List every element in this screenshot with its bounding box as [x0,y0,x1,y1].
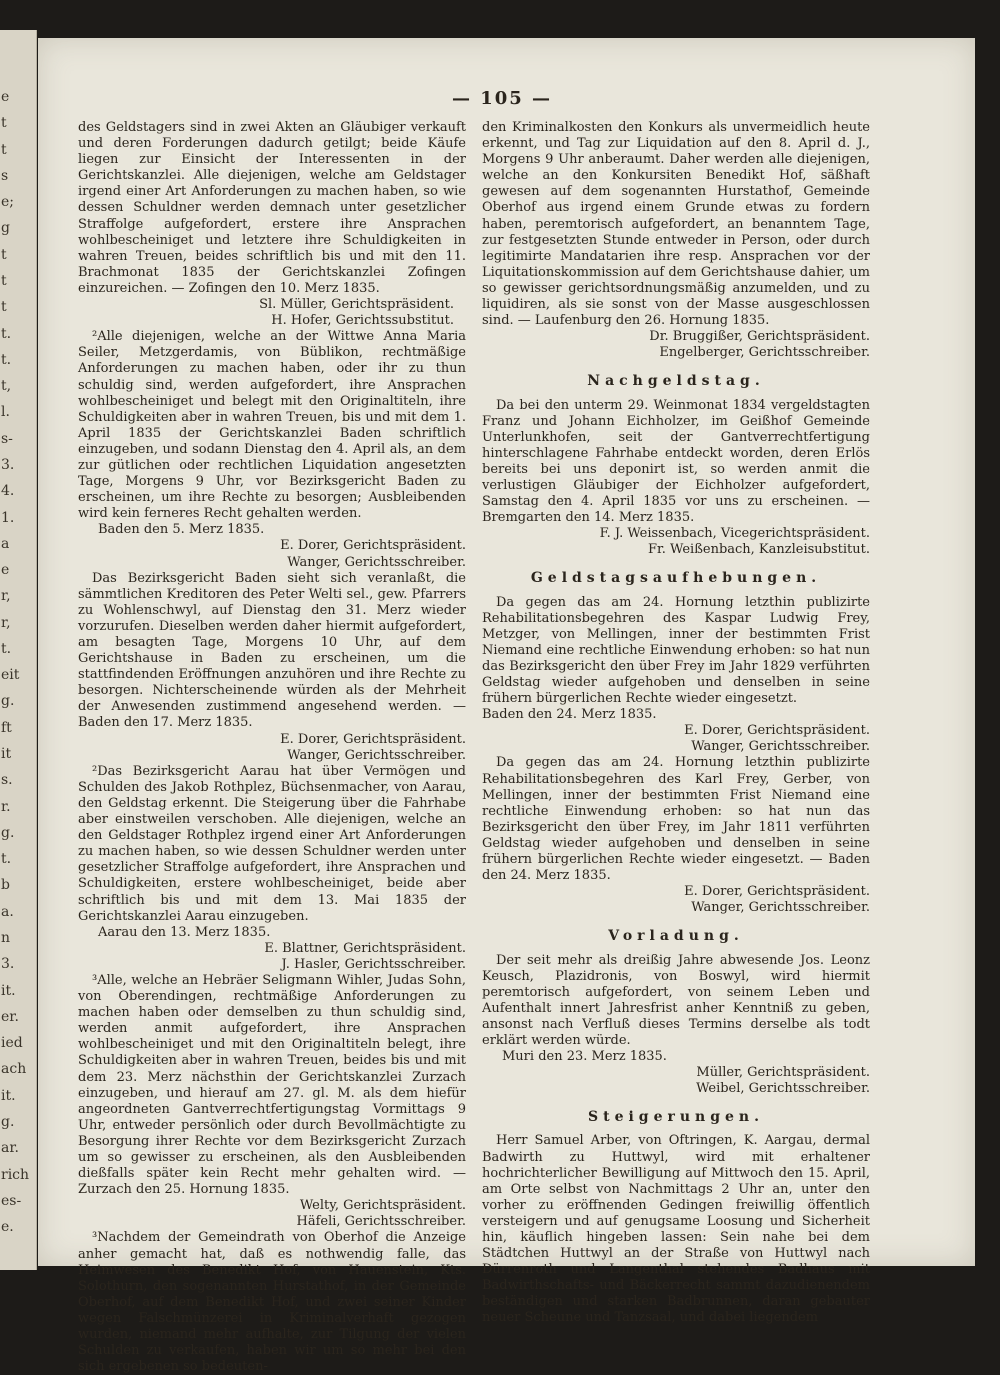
adjacent-page-fragment: 3. [1,456,15,473]
right-column [482,120,870,1327]
adjacent-page-fragment: it. [1,982,16,999]
adjacent-page-fragment: e. [1,1219,14,1236]
section-heading: Geldstagsaufhebungen. [530,570,822,587]
notice-date: Aarau den 13. Merz 1835. [98,924,271,940]
adjacent-page-fragment: s. [1,772,13,789]
notice-date: Muri den 23. Merz 1835. [502,1049,667,1065]
notice-welti-text: Das Bezirksgericht Baden sieht sich veranlaßt, die sämmtlichen Kreditoren des Peter Welti sel., gew. Pfarrers zu Wohlenschwyl, auf Dienstag den 31. Merz wieder vorzurufen. Dieselben werden daher hiermit aufgefordert, am besagten Tage, Morgens 10 Uhr, auf dem Gerichtshause in Baden zu erscheinen, um die stattfindenden Eröffnungen anzuhören und ihre Rechte zu besorgen. Nichterscheinende würden als der Mehrheit der Anwesenden zustimmend angesehend werden. — Baden den 17. Merz 1835. [78,570,466,731]
adjacent-page-fragment: e [1,562,10,579]
adjacent-page-fragment: ft [1,719,12,736]
adjacent-page-fragment: t. [1,325,12,342]
notice-kaspar-frey-text: Da gegen das am 24. Hornung letzthin publizirte Rehabilitationsbegehren des Kaspar Ludwig Frey, Metzger, von Mellingen, inner der bestimmten Frist Niemand eine rechtliche Einwendung erhoben: so hat nun das Bezirksgericht den über Frey im Jahr 1829 verführten Geldstag wieder aufgehoben und denselben in seine frühern bürgerlichen Rechte wieder eingesetzt. [482,594,870,707]
adjacent-page-fragment: l. [1,404,10,421]
adjacent-page-fragment: t [1,272,7,289]
adjacent-page-fragment: it. [1,1087,16,1104]
section-heading: Nachgeldstag. [587,373,765,390]
left-column [78,120,466,1375]
signature-line: Wanger, Gerichtsschreiber. [287,747,466,763]
adjacent-page-fragment: rich [1,1166,30,1183]
signature-line: E. Dorer, Gerichtspräsident. [684,884,870,900]
notice-rothplez-text: ²Das Bezirksgericht Aarau hat über Vermögen und Schulden des Jakob Rothplez, Büchsenmacher, von Aarau, den Geldstag erkennt. Die Steigerung über die Fahrhabe aber einstweilen verschoben. Alle diejenigen, welche an den Geldstager Rothplez irgend einer Art Anforderungen zu machen haben, so wie dessen Schuldner werden unter gesetzlicher Straffolge aufgefordert, ihre Ansprachen und Schuldigkeiten, erstere wohlbescheiniget, beide aber schriftlich bis und mit dem 13. Mai 1835 der Gerichtskanzlei Aarau einzugeben. [78,763,466,924]
adjacent-page-fragment: t. [1,640,12,657]
newspaper-page [38,38,975,1375]
adjacent-page-fragment: t [1,246,7,263]
adjacent-page-fragment: t. [1,851,12,868]
adjacent-page-fragment: e; [1,194,15,211]
adjacent-page-fragment: g. [1,824,15,841]
adjacent-page-fragment: s [1,167,9,184]
notice-zofingen-text: des Geldstagers sind in zwei Akten an Gläubiger verkauft und deren Forderungen dadurch getilgt; beide Käufe liegen zur Einsicht der Interessenten in der Gerichtskanzlei. Alle diejenigen, welche am Geldstager irgend einer Art Anforderungen zu machen haben, so wie dessen Schuldner werden demnach unter gesetzlicher Straffolge aufgefordert, erstere ihre Ansprachen wohlbescheiniget und letztere ihre Schuldigkeiten in wahren Treuen, beides schriftlich bis und mit den 11. Brachmonat 1835 der Gerichtskanzlei Zofingen einzureichen. — Zofingen den 10. Merz 1835. [78,120,466,296]
adjacent-page-fragment: r, [1,614,11,631]
adjacent-page-fragment: t. [1,351,12,368]
adjacent-page-fragment: b [1,877,10,894]
signature-line: E. Blattner, Gerichtspräsident. [264,940,466,956]
signature-line: Fr. Weißenbach, Kanzleisubstitut. [647,542,870,558]
signature-line: Weibel, Gerichtsschreiber. [696,1081,870,1097]
adjacent-page-fragment: t, [1,378,12,395]
notice-oberhof-text: ³Nachdem der Gemeindrath von Oberhof die Anzeige anher gemacht hat, daß es nothwendig falle, das Heimwesen des Benedikt Hof, von Hauenstein, Kts. Solothurn, den sogenannten Hurstathof, in der Gemeinde Oberhof, auf dem Benedikt Hof, und zwei seiner Kinder wegen Falschmünzerei in Kriminalverhaft gezogen wurden, niemand mehr aufhalte, zur Tilgung der vielen Schulden zu verkaufen, haben wir um so mehr bei den sich ergebenen so bedeuten- [78,1230,466,1375]
adjacent-page-fragment: t [1,115,7,132]
adjacent-page-fragment: es- [1,1192,22,1209]
adjacent-page-fragment: e [1,89,10,105]
adjacent-page-fragment: t [1,141,7,158]
signature-line: Welty, Gerichtspräsident. [299,1198,466,1214]
notice-date: Baden den 5. Merz 1835. [98,522,265,538]
section-heading: Vorladung. [608,928,744,945]
adjacent-page-fragment: r. [1,798,11,815]
signature-line: F. J. Weissenbach, Vicegerichtspräsident. [599,526,870,542]
signature-line: J. Hasler, Gerichtsschreiber. [281,956,466,972]
adjacent-page-fragment: g [1,220,10,237]
adjacent-page-fragment: er. [1,1008,19,1025]
adjacent-page-sliver [0,30,37,1270]
signature-line: E. Dorer, Gerichtspräsident. [280,731,466,747]
adjacent-page-fragment: ach [1,1061,27,1078]
adjacent-page-fragment: r, [1,588,11,605]
notice-keusch-text: Der seit mehr als dreißig Jahre abwesende Jos. Leonz Keusch, Plazidronis, von Boswyl, wird hiermit peremtorisch aufgefordert, von seinem Leben und Aufenthalt innert Jahresfrist anher Kenntniß zu geben, ansonst nach Verfluß dieses Termins derselbe als todt erklärt werden würde. [482,952,870,1048]
adjacent-page-fragment: eit [1,667,20,684]
adjacent-page-fragment: 3. [1,956,15,973]
notice-oberhof-continued: den Kriminalkosten den Konkurs als unvermeidlich heute erkennt, und Tag zur Liquidation auf den 8. April d. J., Morgens 9 Uhr anberaumt. Daher werden alle diejenigen, welche an den Konkursiten Benedikt Hof, säßhaft gewesen auf dem sogenannten Hurstathof, Gemeinde Oberhof aus irgend einem Grunde etwas zu fordern haben, peremtorisch aufgefordert, an benanntem Tage, zur festgesetzten Stunde entweder in Person, oder durch legitimirte Mandatarien ihre resp. Ansprachen vor der Liquitationskommission auf dem Gerichtshause dahier, um so gewisser gerichtsordnungsmäßig anzumelden, und zu liquidiren, als sie sonst von der Masse ausgeschlossen sind. — Laufenburg den 26. Hornung 1835. [482,120,870,329]
signature-line: Sl. Müller, Gerichtspräsident. [259,297,454,313]
signature-line: Wanger, Gerichtsschreiber. [287,554,466,570]
adjacent-page-fragment: ar. [1,1140,19,1157]
adjacent-page-fragment: 1. [1,509,15,526]
adjacent-page-fragment: ied [1,1035,23,1052]
signature-line: Engelberger, Gerichtsschreiber. [659,345,870,361]
notice-seiler-text: ²Alle diejenigen, welche an der Wittwe Anna Maria Seiler, Metzgerdamis, von Büblikon, rechtmäßige Anforderungen zu machen haben, oder ihr zu thun schuldig sind, werden aufgefordert, ihre Ansprachen wohlbescheiniget und belegt mit den Originaltiteln, ihre Schuldigkeiten aber in wahren Treuen, bis und mit dem 1. April 1835 der Gerichtskanzlei Baden schriftlich einzugeben, und sodann Dienstag den 4. April als, an dem zur gütlichen oder rechtlichen Liquidation angesetzten Tage, Morgens 9 Uhr, vor Bezirksgericht Baden zu erscheinen, um ihre Rechte zu besorgen; Ausbleibenden wird kein ferneres Recht gehalten werden. [78,329,466,522]
adjacent-page-fragment: n [1,930,11,947]
notice-arber-text: Herr Samuel Arber, von Oftringen, K. Aargau, dermal Badwirth zu Huttwyl, wird mit erhaltener hochrichterlicher Bewilligung auf Mittwoch den 15. April, am Orte selbst von Nachmittags 2 Uhr an, unter den vorher zu eröffnenden Gedingen freiwillig öffentlich versteigern und auf genugsame Loosung und Sicherheit hin, käuflich hingeben lassen: Sein nahe bei dem Städtchen Huttwyl an der Straße von Huttwyl nach Dürrenroth und Langenthal stehendes Badhaus mit Badwirthschafts- und Bäckerrecht sammt dazudienendem beständigen und starken Badbrunnen, daran gebauter neuer Scheune und Tanzsaal, und dabei liegendem [482,1133,870,1326]
adjacent-page-fragment: a [1,535,10,552]
signature-line: Müller, Gerichtspräsident. [696,1065,870,1081]
signature-line: E. Dorer, Gerichtspräsident. [280,538,466,554]
adjacent-page-fragment: g. [1,693,15,710]
signature-line: Wanger, Gerichtsschreiber. [691,739,870,755]
section-heading: Steigerungen. [588,1109,764,1126]
notice-eichholzer-text: Da bei den unterm 29. Weinmonat 1834 vergeldstagten Franz und Johann Eichholzer, im Geißhof Gemeinde Unterlunkhofen, seit der Gantverrechtfertigung hinterschlagene Fahrhabe entdeckt worden, deren Erlös bereits bei uns deponirt ist, so werden anmit die verlustigen Gläubiger der Eichholzer aufgefordert, Samstag den 4. April 1835 vor uns zu erscheinen. — Bremgarten den 14. Merz 1835. [482,397,870,526]
signature-line: H. Hofer, Gerichtssubstitut. [271,313,454,329]
adjacent-page-fragment: 4. [1,483,15,500]
adjacent-page-fragment: t [1,299,7,316]
signature-line: Häfeli, Gerichtsschreiber. [296,1214,466,1230]
page-number: — 105 — [451,88,553,109]
notice-date: Baden den 24. Merz 1835. [482,707,657,723]
adjacent-page-fragment: a. [1,903,14,920]
adjacent-page-fragment: g. [1,1113,15,1130]
notice-karl-frey-text: Da gegen das am 24. Hornung letzthin publizirte Rehabilitationsbegehren des Karl Frey, Gerber, von Mellingen, inner der bestimmten Frist Niemand eine rechtliche Einwendung erhoben: so hat nun das Bezirksgericht den über Frey, im Jahr 1811 verführten Geldstag wieder aufgehoben und denselben in seine frühern bürgerlichen Rechte wieder eingesetzt. — Baden den 24. Merz 1835. [482,755,870,884]
signature-line: Wanger, Gerichtsschreiber. [691,900,870,916]
adjacent-page-fragment: it [1,746,12,763]
signature-line: E. Dorer, Gerichtspräsident. [684,723,870,739]
notice-wihler-text: ³Alle, welche an Hebräer Seligmann Wihler, Judas Sohn, von Oberendingen, rechtmäßige Anforderungen zu machen haben oder demselben zu thun schuldig sind, werden anmit aufgefordert, ihre Ansprachen wohlbescheiniget und mit den Originaltiteln belegt, ihre Schuldigkeiten aber in wahren Treuen, beides bis und mit dem 23. Merz nächsthin der Gerichtskanzlei Zurzach einzugeben, und hierauf am 27. gl. M. als dem hiefür angeordneten Gantverrechtfertigungstag Vormittags 9 Uhr, entweder persönlich oder durch Bevollmächtigte zu Besorgung ihrer Rechte vor dem Bezirksgericht Zurzach um so gewisser zu erscheinen, als den Ausbleibenden dießfalls später kein Recht mehr gehalten wird. — Zurzach den 25. Hornung 1835. [78,972,466,1198]
adjacent-page-fragment: s- [1,430,13,447]
signature-line: Dr. Bruggißer, Gerichtspräsident. [649,329,870,345]
